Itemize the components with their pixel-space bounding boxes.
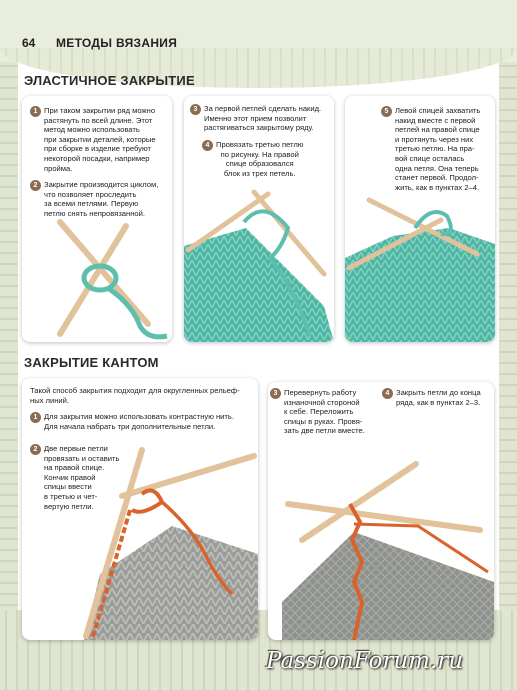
step-text-1: При таком закрытии ряд можно растянуть по всей длине. Этот метод можно использовать при закрытии деталей, которые при сборке в изделие требуют некоторой посадки, например пройма. xyxy=(44,106,156,173)
panel-elastic-2 xyxy=(184,96,334,342)
step-badge-4: 4 xyxy=(202,140,213,151)
step-text-edge-3: Перевернуть работу изнаночной стороной к себе. Переложить спицы в руках. Провя- зать две петли вместе. xyxy=(284,388,365,436)
knitting-illustration-gray-orange-1 xyxy=(22,444,258,640)
panel-edge-2 xyxy=(268,382,494,640)
step-badge-edge-1: 1 xyxy=(30,412,41,423)
panel-elastic-1 xyxy=(22,96,172,342)
knitting-illustration-teal-bindoff xyxy=(345,196,495,342)
step-text-4: Провязать третью петлю по рисунку. На правой спице образовался блок из трех петель. xyxy=(216,140,304,178)
step-text-3: За первой петлей сделать накид. Именно этот прием позволит растягиваться закрытому ряду. xyxy=(204,104,322,133)
step-badge-edge-2: 2 xyxy=(30,444,41,455)
step-text-5: Левой спицей захватить накид вместе с первой петлей на правой спице и протянуть через них третью петлю. На пра- вой спице осталась одна петля. Она теперь станет первой. Продол- жить, как в пунктах 2–4. xyxy=(395,106,481,192)
step-badge-1: 1 xyxy=(30,106,41,117)
step-badge-2: 2 xyxy=(30,180,41,191)
section-heading-elastic: ЭЛАСТИЧНОЕ ЗАКРЫТИЕ xyxy=(24,73,195,88)
right-knit-border xyxy=(499,62,517,622)
panel-elastic-3 xyxy=(345,96,495,342)
section-heading-edge: ЗАКРЫТИЕ КАНТОМ xyxy=(24,355,159,370)
step-text-edge-1: Для закрытия можно использовать контрастную нить. Для начала набрать три дополнительные петли. xyxy=(44,412,234,431)
left-knit-border xyxy=(0,62,18,622)
step-text-edge-2: Две первые петли провязать и оставить на правой спице. Кончик правой спицы ввести в третью и чет- вертую петли. xyxy=(44,444,120,511)
step-text-2: Закрытие производится циклом, что позволяет проследить за всеми петлями. Первую петлю снять непровязанной. xyxy=(44,180,159,218)
watermark: PassionForum.ru xyxy=(266,648,464,674)
knitting-illustration-gray-orange-2 xyxy=(268,442,494,640)
step-badge-edge-4: 4 xyxy=(382,388,393,399)
step-text-edge-4: Закрыть петли до конца ряда, как в пунктах 2–3. xyxy=(396,388,481,407)
step-badge-5: 5 xyxy=(381,106,392,117)
page-number: 64 xyxy=(22,36,36,50)
knitting-illustration-teal-swatch xyxy=(184,188,334,342)
panel-edge-1 xyxy=(22,378,258,640)
knitting-illustration-needles-loop xyxy=(22,214,172,342)
chapter-title: МЕТОДЫ ВЯЗАНИЯ xyxy=(56,36,178,50)
step-badge-edge-3: 3 xyxy=(270,388,281,399)
step-badge-3: 3 xyxy=(190,104,201,115)
intro-text: Такой способ закрытия подходит для округленных рельеф- ных линий. xyxy=(30,386,240,405)
